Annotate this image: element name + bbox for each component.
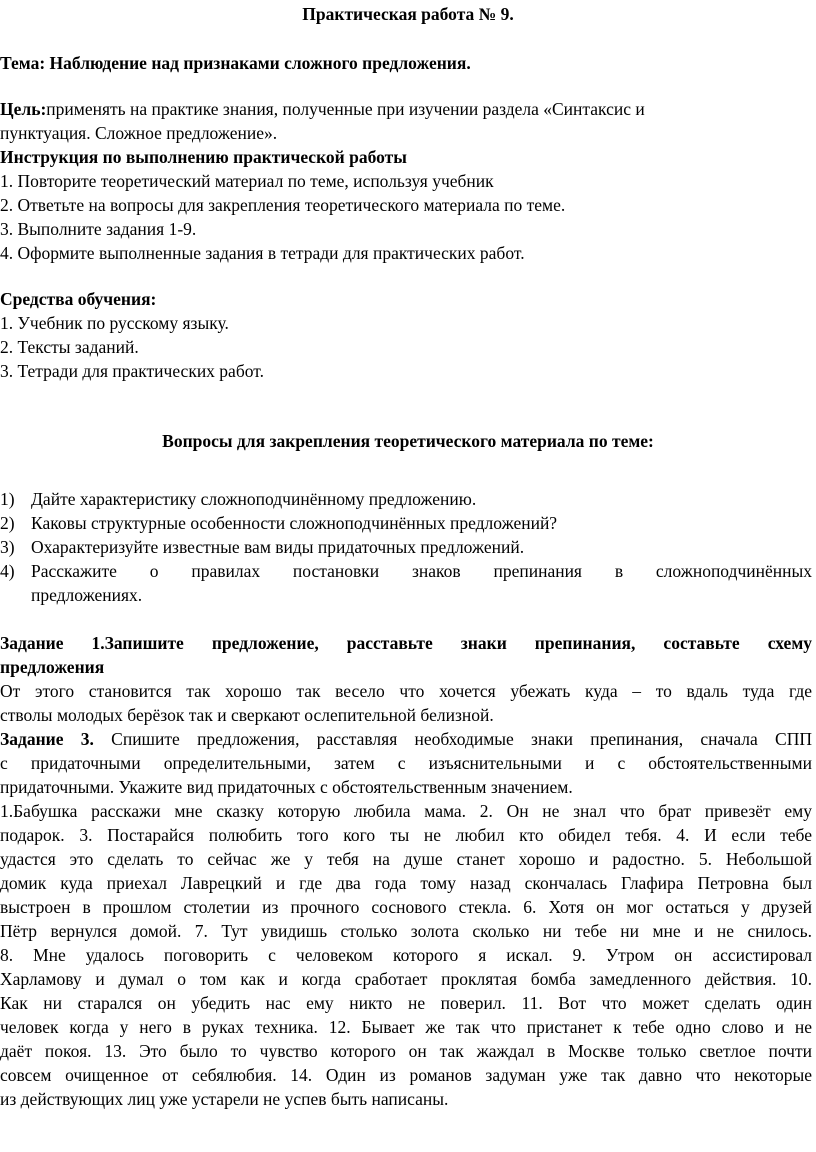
instruction-item: 4. Оформите выполненные задания в тетради для практических работ.	[0, 243, 525, 263]
goal-text-1: применять на практике знания, полученные при изучении раздела «Синтаксис и	[46, 99, 645, 119]
task3-body-line: Как ни старался он убедить нас ему никто не поверил. 11. Вот что может сделать один	[0, 993, 812, 1013]
instruction-item: 1. Повторите теоретический материал по теме, используя учебник	[0, 171, 494, 191]
question-number: 4)	[0, 561, 15, 581]
question-text: Расскажите о правилах постановки знаков препинания в сложноподчинённых	[31, 561, 812, 581]
task3-body-line: человек когда у него в руках техника. 12. Бывает же так что пристанет к тебе одно слово и не	[0, 1017, 812, 1037]
task3-body-last-line: из действующих лиц уже устарели не успев быть написаны.	[0, 1089, 449, 1109]
means-heading: Средства обучения:	[0, 289, 157, 309]
question-text: Дайте характеристику сложноподчинённому предложению.	[31, 489, 477, 509]
means-item: 2. Тексты заданий.	[0, 337, 139, 357]
task3-label: Задание 3.	[0, 729, 94, 749]
task1-text-2: стволы молодых берёзок так и сверкают ослепительной белизной.	[0, 705, 494, 725]
question-text: Каковы структурные особенности сложноподчинённых предложений?	[31, 513, 558, 533]
task3-body-line: домик куда приехал Лаврецкий и где два года тому назад скончалась Глафира Петровна был	[0, 873, 812, 893]
task3-body-line: 1.Бабушка расскажи мне сказку которую любила мама. 2. Он не знал что брат привезёт ему	[0, 801, 812, 821]
task3-body-line: выстроен в прошлом столетии из прочного соснового стекла. 6. Хотя он мог остаться у друзей	[0, 897, 812, 917]
task1-heading: Задание 1.Запишите предложение, расставьте знаки препинания, составьте схему	[0, 633, 812, 653]
instructions-heading: Инструкция по выполнению практической работы	[0, 147, 407, 167]
topic-heading: Тема: Наблюдение над признаками сложного предложения.	[0, 53, 471, 73]
task3-intro-3: придаточными. Укажите вид придаточных с обстоятельственным значением.	[0, 777, 573, 797]
goal-text-2: пунктуация. Сложное предложение».	[0, 123, 278, 143]
means-item: 3. Тетради для практических работ.	[0, 361, 264, 381]
task3-body-line: даёт покоя. 13. Это было то чувство которого он так жаждал в Москве только светлое почти	[0, 1041, 812, 1061]
instruction-item: 3. Выполните задания 1-9.	[0, 219, 197, 239]
question-text: Охарактеризуйте известные вам виды придаточных предложений.	[31, 537, 525, 557]
task3-intro-1: Задание 3. Спишите предложения, расставляя необходимые знаки препинания, сначала СПП	[0, 729, 812, 749]
question-number: 3)	[0, 537, 15, 557]
task3-body-line: подарок. 3. Постарайся полюбить того кого ты не любил кто обидел тебя. 4. И если тебе	[0, 825, 812, 845]
task3-body-line: удастся это сделать то сейчас же у тебя на душе станет хорошо и радостно. 5. Небольшой	[0, 849, 812, 869]
task1-heading-2: предложения	[0, 657, 105, 677]
goal-line-1	[0, 98, 645, 122]
task3-body-line: Харламову и думал о том как и когда сработает проклятая бомба замедленного действия. 10.	[0, 969, 812, 989]
goal-label: Цель:	[0, 99, 47, 119]
task3-body-line: совсем очищенное от себялюбия. 14. Один из романов задуман уже так давно что некоторые	[0, 1065, 812, 1085]
question-text: предложениях.	[31, 585, 143, 605]
task3-body-line: 8. Мне удалось поговорить с человеком которого я искал. 9. Утром он ассистировал	[0, 945, 812, 965]
means-item: 1. Учебник по русскому языку.	[0, 313, 229, 333]
page-title: Практическая работа № 9.	[302, 4, 514, 24]
question-number: 2)	[0, 513, 15, 533]
task1-text: От этого становится так хорошо так весело что хочется убежать куда – то вдаль туда где	[0, 681, 812, 701]
task3-body-line: Пётр вернулся домой. 7. Тут увидишь столько золота сколько ни тебе ни мне и не снилось.	[0, 921, 812, 941]
questions-heading: Вопросы для закрепления теоретического материала по теме:	[162, 431, 654, 451]
question-number: 1)	[0, 489, 15, 509]
instruction-item: 2. Ответьте на вопросы для закрепления теоретического материала по теме.	[0, 195, 566, 215]
task3-intro-2: с придаточными определительными, затем с изъяснительными и с обстоятельственными	[0, 753, 812, 773]
